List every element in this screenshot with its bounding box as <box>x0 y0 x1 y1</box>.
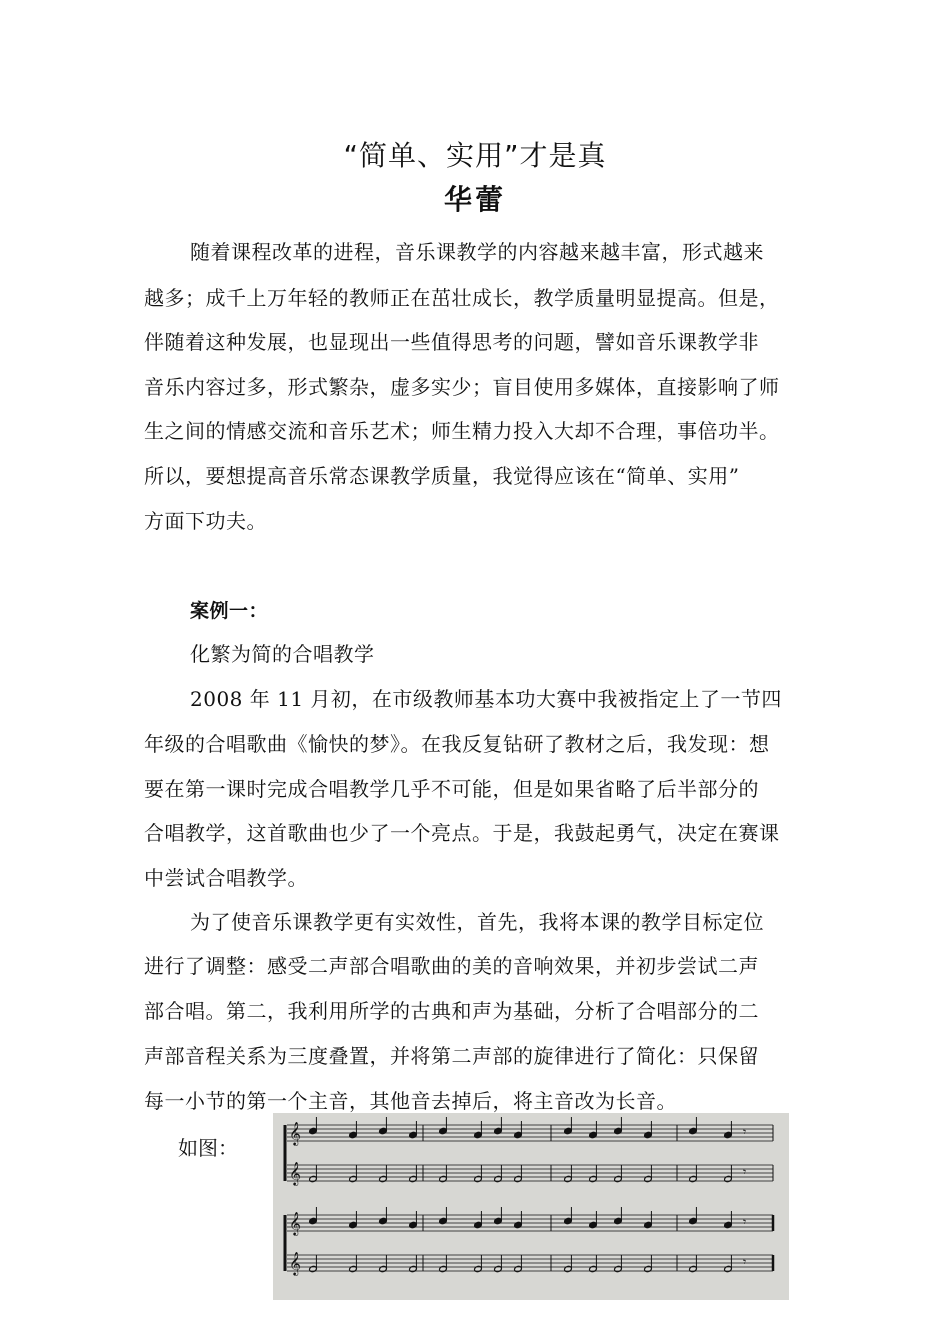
body-line: 声部音程关系为三度叠置，并将第二声部的旋律进行了简化：只保留 <box>144 1044 759 1068</box>
body-line: 要在第一课时完成合唱教学几乎不可能，但是如果省略了后半部分的 <box>144 777 759 801</box>
body-line: 为了使音乐课教学更有实效性，首先，我将本课的教学目标定位 <box>190 910 764 934</box>
body-line: 进行了调整：感受二声部合唱歌曲的美的音响效果，并初步尝试二声 <box>144 954 759 978</box>
treble-clef-icon: 𝄞 <box>289 1121 301 1145</box>
body-line: 合唱教学，这首歌曲也少了一个亮点。于是，我鼓起勇气，决定在赛课 <box>144 821 780 845</box>
intro-line: 随着课程改革的进程，音乐课教学的内容越来越丰富，形式越来 <box>190 240 764 264</box>
body-line: 每一小节的第一个主音，其他音去掉后，将主音改为长音。 <box>144 1089 677 1113</box>
figure-label: 如图： <box>178 1136 238 1160</box>
intro-line: 方面下功夫。 <box>144 509 267 533</box>
case-subtitle: 化繁为简的合唱教学 <box>190 642 375 666</box>
document-title: “简单、实用”才是真 <box>343 139 607 172</box>
rest-icon: 𝄾 <box>743 1255 747 1269</box>
rest-icon: 𝄾 <box>743 1215 747 1229</box>
intro-line: 越多；成千上万年轻的教师正在茁壮成长，教学质量明显提高。但是， <box>144 286 780 310</box>
intro-line: 生之间的情感交流和音乐艺术；师生精力投入大却不合理，事倍功半。 <box>144 419 780 443</box>
intro-line: 音乐内容过多，形式繁杂，虚多实少；盲目使用多媒体，直接影响了师 <box>144 375 780 399</box>
body-line: 年级的合唱歌曲《愉快的梦》。在我反复钻研了教材之后，我发现：想 <box>144 732 770 756</box>
case-heading: 案例一： <box>190 600 269 622</box>
body-line: 中尝试合唱教学。 <box>144 866 308 890</box>
rest-icon: 𝄾 <box>743 1165 747 1179</box>
music-score-figure <box>273 1113 789 1300</box>
rest-icon: 𝄾 <box>743 1125 747 1139</box>
treble-clef-icon: 𝄞 <box>289 1211 301 1235</box>
author-name: 华蕾 <box>443 183 506 216</box>
music-score-image <box>273 1113 789 1300</box>
body-line: 部合唱。第二，我利用所学的古典和声为基础，分析了合唱部分的二 <box>144 999 759 1023</box>
body-line: 2008 年 11 月初，在市级教师基本功大赛中我被指定上了一节四 <box>190 687 782 711</box>
treble-clef-icon: 𝄞 <box>289 1161 301 1185</box>
treble-clef-icon: 𝄞 <box>289 1251 301 1275</box>
intro-line: 伴随着这种发展，也显现出一些值得思考的问题，譬如音乐课教学非 <box>144 330 759 354</box>
intro-line: 所以，要想提高音乐常态课教学质量，我觉得应该在“简单、实用” <box>144 464 740 488</box>
